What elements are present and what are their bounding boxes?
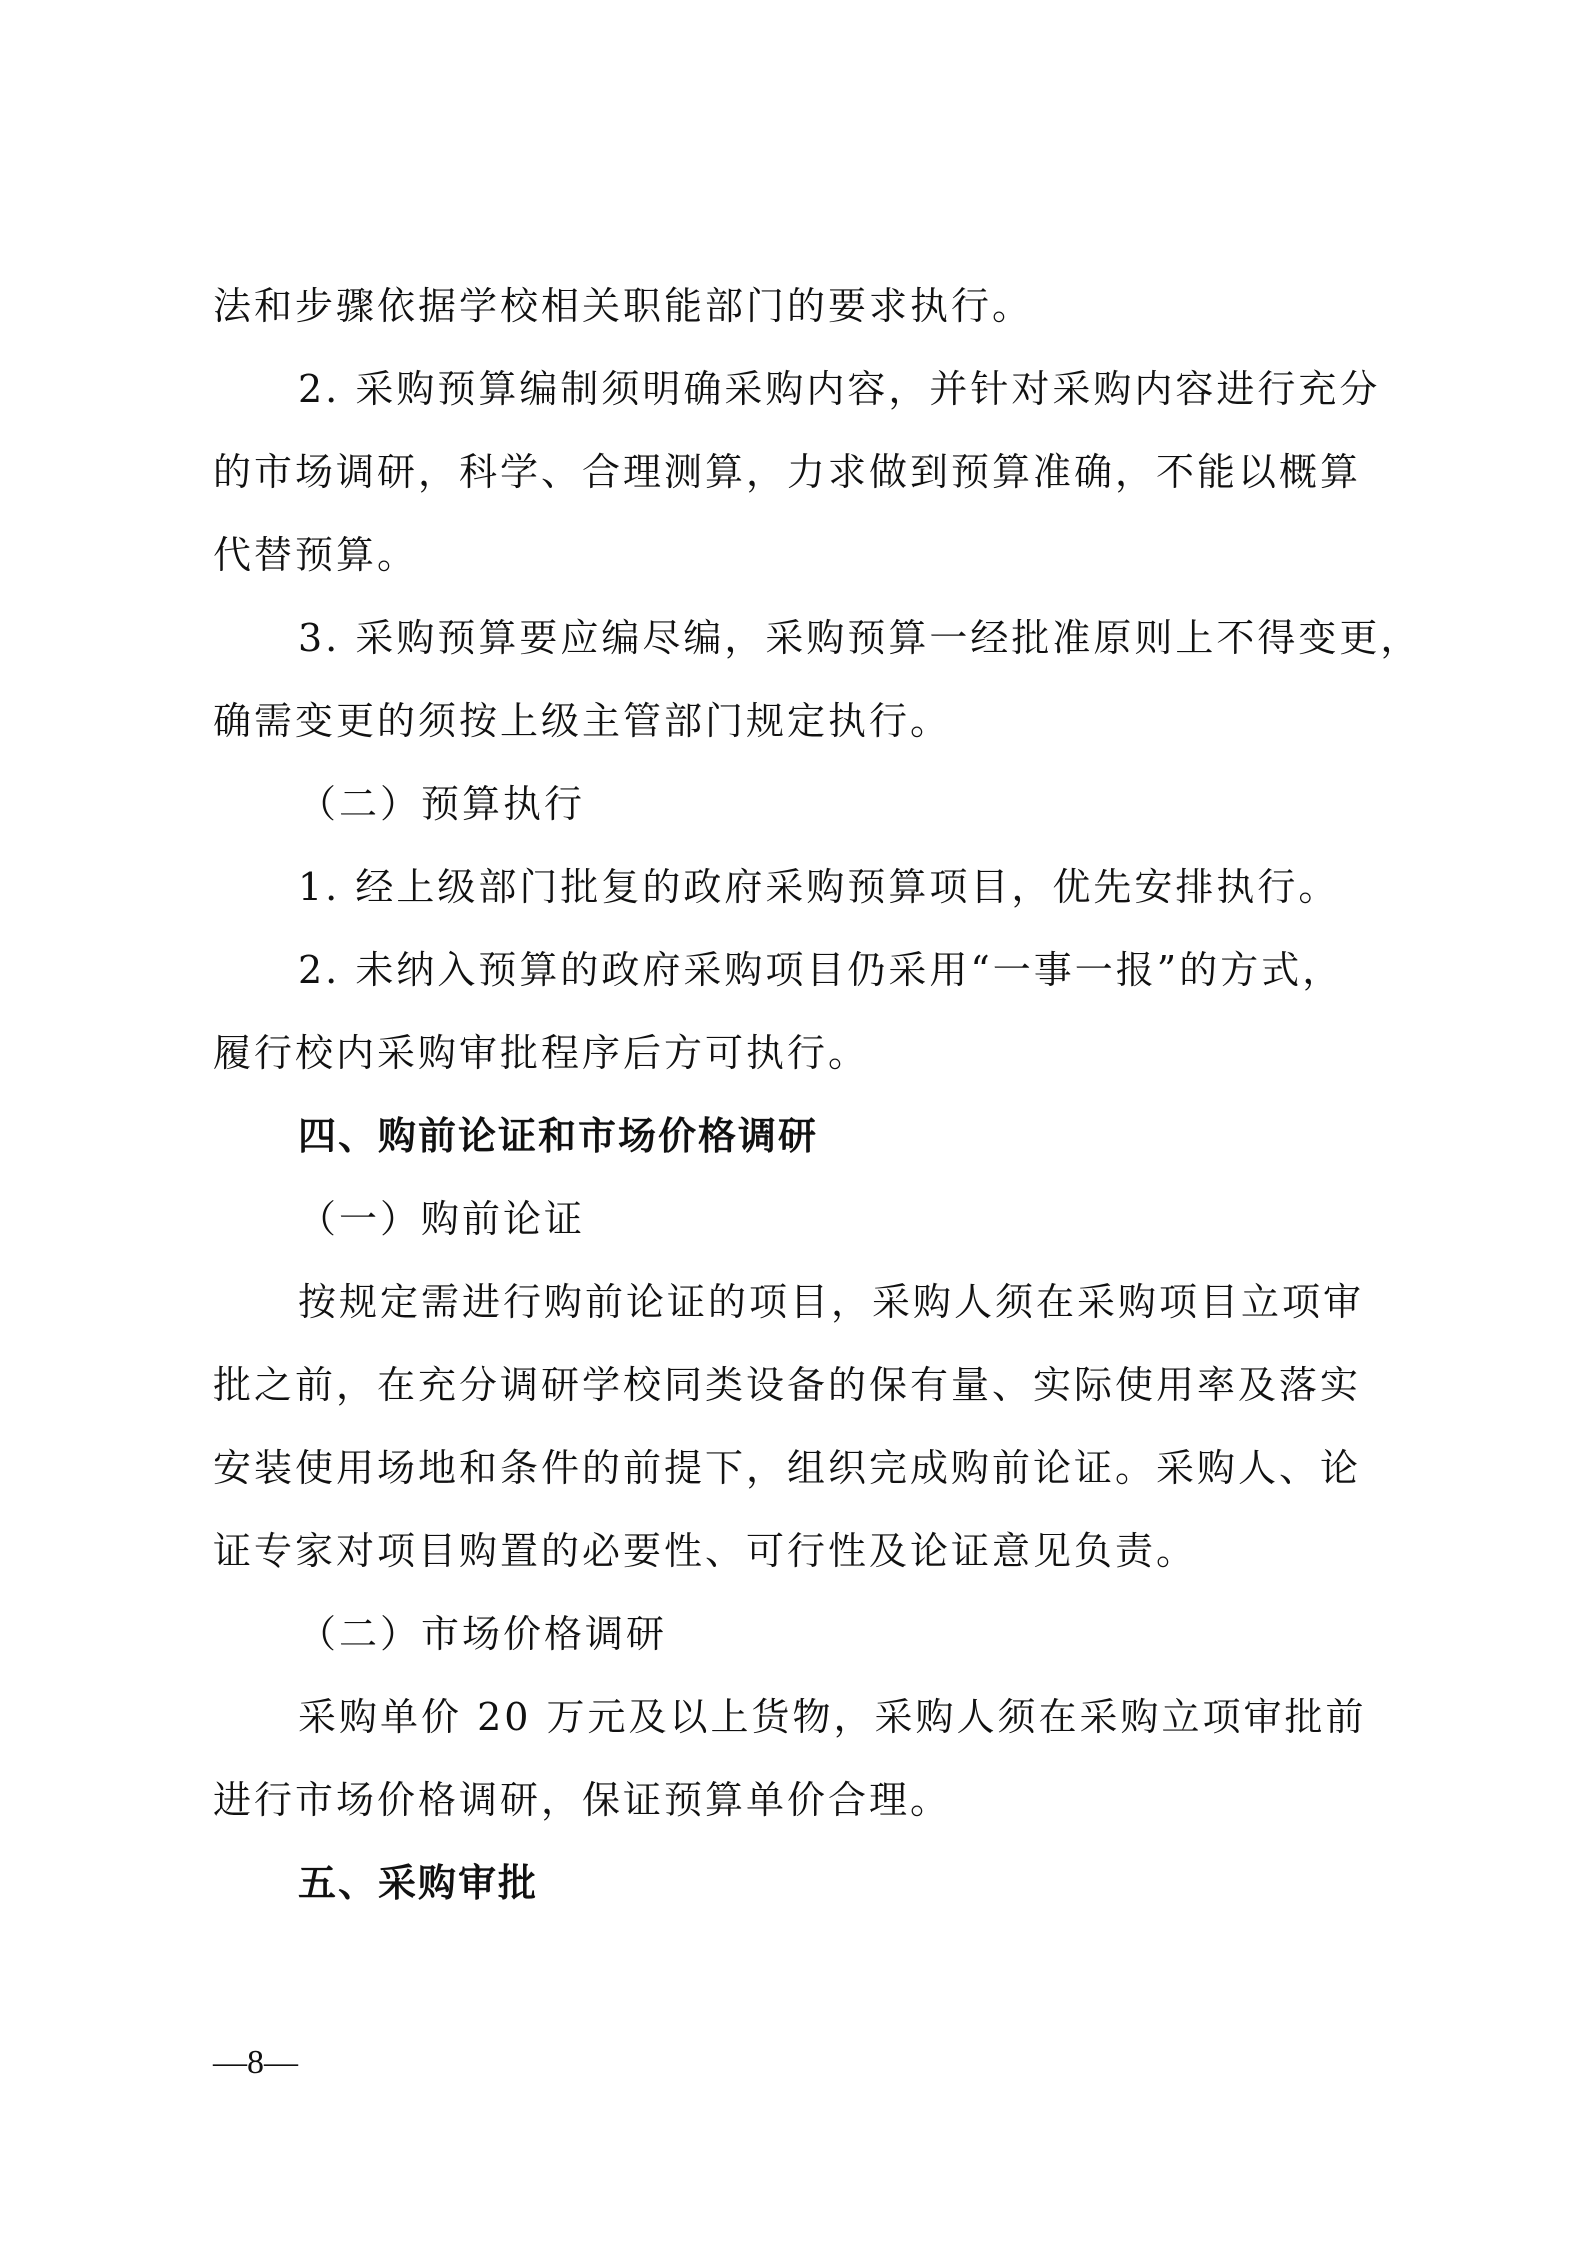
section-heading: 五、采购审批	[298, 1861, 539, 1905]
paragraph-line: 采购单价 20 万元及以上货物，采购人须在采购立项审批前	[298, 1695, 1367, 1739]
paragraph-line: 安装使用场地和条件的前提下，组织完成购前论证。采购人、论	[213, 1446, 1362, 1490]
paragraph-line: 2. 未纳入预算的政府采购项目仍采用“一事一报”的方式，	[298, 948, 1344, 992]
paragraph-line: 按规定需进行购前论证的项目，采购人须在采购项目立项审	[298, 1280, 1365, 1324]
subsection-title: （二）市场价格调研	[298, 1612, 668, 1656]
paragraph-line: 履行校内采购审批程序后方可执行。	[213, 1031, 870, 1075]
paragraph-line: 2. 采购预算编制须明确采购内容，并针对采购内容进行充分	[298, 367, 1381, 411]
subsection-title: （一）购前论证	[298, 1197, 586, 1241]
subsection-title: （二）预算执行	[298, 782, 586, 826]
paragraph-line: 批之前，在充分调研学校同类设备的保有量、实际使用率及落实	[213, 1363, 1362, 1407]
section-heading: 四、购前论证和市场价格调研	[298, 1114, 819, 1158]
page-number: —8—	[213, 2044, 298, 2081]
paragraph-line: 确需变更的须按上级主管部门规定执行。	[213, 699, 952, 743]
paragraph-line: 代替预算。	[213, 533, 419, 577]
paragraph-line: 的市场调研，科学、合理测算，力求做到预算准确，不能以概算	[213, 450, 1362, 494]
paragraph-line: 进行市场价格调研，保证预算单价合理。	[213, 1778, 952, 1822]
paragraph-line: 证专家对项目购置的必要性、可行性及论证意见负责。	[213, 1529, 1198, 1573]
paragraph-line: 3. 采购预算要应编尽编，采购预算一经批准原则上不得变更，	[298, 616, 1422, 660]
paragraph-line: 1. 经上级部门批复的政府采购预算项目，优先安排执行。	[298, 865, 1340, 909]
paragraph-line: 法和步骤依据学校相关职能部门的要求执行。	[213, 284, 1034, 328]
